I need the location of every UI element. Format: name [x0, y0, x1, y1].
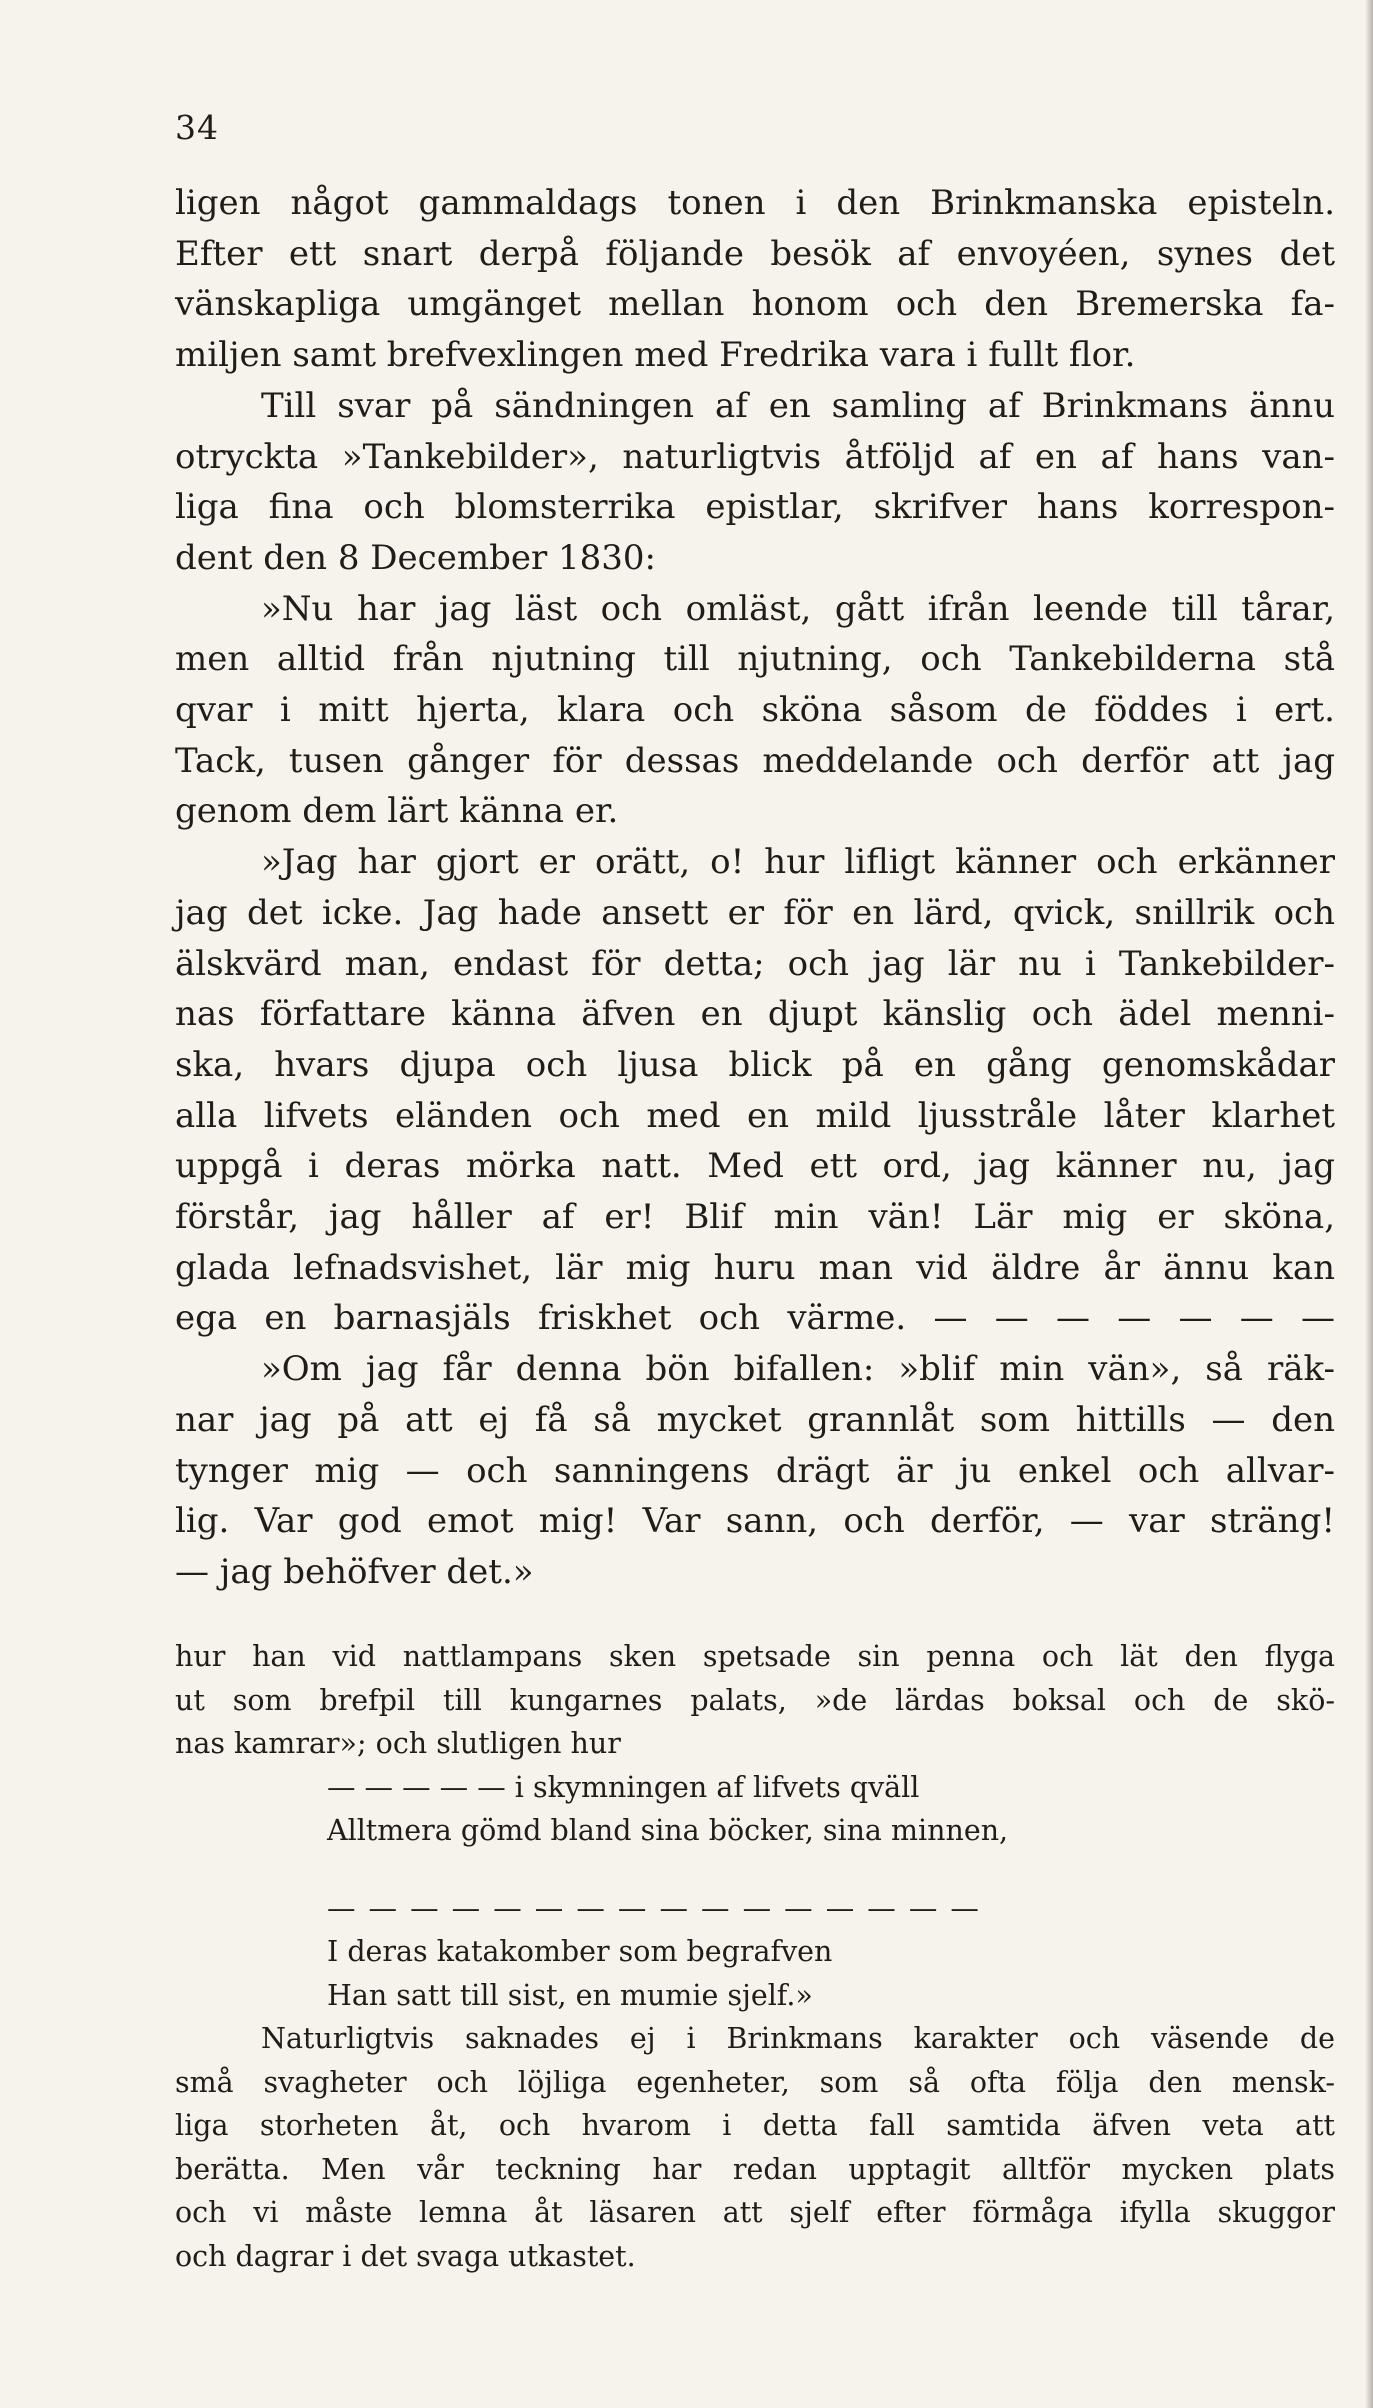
verse-quote [175, 1766, 1335, 2018]
text-line: glada lefnadsvishet, lär mig huru man vid äldre år ännu kan [175, 1247, 1335, 1288]
paragraph [175, 584, 1335, 838]
paragraph [175, 381, 1335, 584]
text-line: — jag behöfver det.» [175, 1551, 534, 1592]
text-line: ega en barnasjäls friskhet och värme. — — — — — — — [175, 1298, 1335, 1339]
text-line: Naturligtvis saknades ej i Brinkmans karakter och väsende de [261, 2022, 1335, 2055]
text-line: nar jag på att ej få så mycket grannlåt som hittills — den [175, 1399, 1335, 1440]
verse-line: I deras katakomber som begrafven [327, 1935, 833, 1968]
small-body-text [175, 1635, 1335, 2278]
text-line: liga fina och blomsterrika epistlar, skrifver hans korrespon- [175, 487, 1335, 528]
verse-dash-line: — — — — — — — — — — — — — — — — [327, 1891, 981, 1925]
text-line: små svagheter och löjliga egenheter, som så ofta följa den mensk- [175, 2065, 1335, 2099]
verse-gap [175, 1853, 1335, 1887]
text-line: liga storheten åt, och hvarom i detta fall samtida äfven veta att [175, 2109, 1335, 2142]
text-line: lig. Var god emot mig! Var sann, och derför, — var sträng! [175, 1501, 1335, 1542]
text-line: »Nu har jag läst och omläst, gått ifrån leende till tårar, [261, 588, 1335, 629]
page-edge-shadow [1365, 0, 1373, 2408]
text-line: vänskapliga umgänget mellan honom och den Bremerska fa- [175, 284, 1335, 325]
text-line: men alltid från njutning till njutning, och Tankebilderna stå [175, 639, 1335, 680]
verse-line: Alltmera gömd bland sina böcker, sina minnen, [327, 1814, 1009, 1847]
text-line: förstår, jag håller af er! Blif min vän! Lär mig er sköna, [175, 1197, 1335, 1238]
text-line: hur han vid nattlampans sken spetsade sin penna och lät den flyga [175, 1640, 1335, 1673]
verse-line: — — — — — i skymningen af lifvets qväll [327, 1770, 920, 1804]
text-line: miljen samt brefvexlingen med Fredrika vara i fullt flor. [175, 335, 1136, 376]
text-line: Till svar på sändningen af en samling af Brinkmans ännu [261, 385, 1335, 426]
verse-line: Han satt till sist, en mumie sjelf.» [327, 1978, 813, 2012]
text-line: jag det icke. Jag hade ansett er för en lärd, qvick, snillrik och [175, 892, 1335, 933]
text-line: Efter ett snart derpå följande besök af envoyéen, synes det [175, 233, 1335, 274]
text-line: nas kamrar»; och slutligen hur [175, 1727, 621, 1760]
text-line: dent den 8 December 1830: [175, 537, 656, 578]
text-line: »Jag har gjort er orätt, o! hur lifligt känner och erkänner [261, 842, 1335, 883]
text-line: otryckta »Tankebilder», naturligtvis åtföljd af en af hans van- [175, 436, 1335, 477]
text-line: nas författare känna äfven en djupt känslig och ädel menni- [175, 994, 1335, 1035]
paragraph [175, 178, 1335, 381]
paragraph [175, 837, 1335, 1344]
text-line: och dagrar i det svaga utkastet. [175, 2239, 636, 2273]
text-line: alla lifvets eländen och med en mild ljusstråle låter klarhet [175, 1095, 1335, 1136]
text-line: ut som brefpil till kungarnes palats, »de lärdas boksal och de skö- [175, 1683, 1335, 1717]
text-line: qvar i mitt hjerta, klara och sköna såsom de föddes i ert. [175, 690, 1335, 731]
text-line: tynger mig — och sanningens drägt är ju enkel och allvar- [175, 1450, 1335, 1491]
text-line: älskvärd man, endast för detta; och jag lär nu i Tankebilder- [175, 943, 1335, 984]
text-line: ska, hvars djupa och ljusa blick på en gång genomskådar [175, 1044, 1335, 1085]
page-number: 34 [175, 108, 219, 147]
main-body-text [175, 178, 1335, 1598]
paragraph [175, 1344, 1335, 1598]
paragraph [175, 2017, 1335, 2278]
text-line: genom dem lärt känna er. [175, 791, 619, 832]
text-line: uppgå i deras mörka natt. Med ett ord, jag känner nu, jag [175, 1146, 1335, 1187]
text-line: Tack, tusen gånger för dessas meddelande och derför att jag [175, 740, 1335, 781]
paragraph [175, 1635, 1335, 1766]
text-line: ligen något gammaldags tonen i den Brinkmanska episteln. [175, 183, 1335, 223]
text-line: »Om jag får denna bön bifallen: »blif min vän», så räk- [261, 1349, 1335, 1390]
text-line: berätta. Men vår teckning har redan upptagit alltför mycken plats [175, 2152, 1335, 2186]
text-line: och vi måste lemna åt läsaren att sjelf efter förmåga ifylla skuggor [175, 2196, 1335, 2229]
